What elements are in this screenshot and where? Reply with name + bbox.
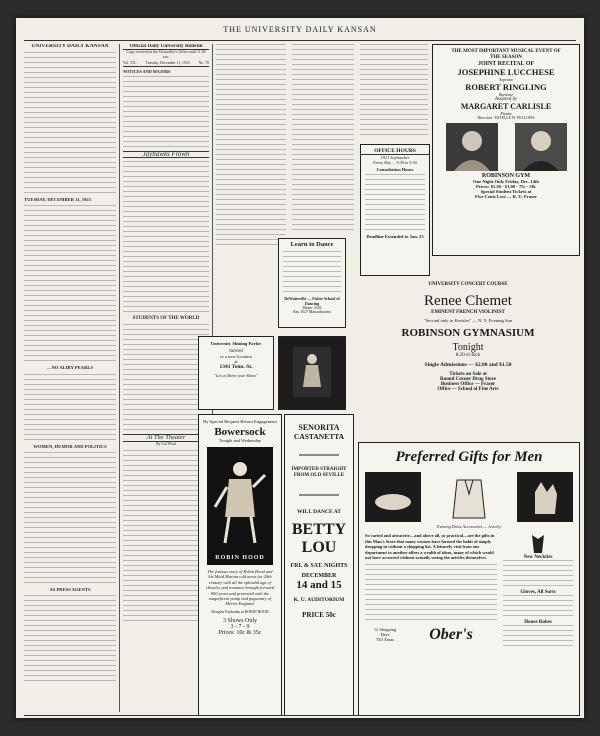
bowersock-shows: 3 Shows Only: [222, 617, 257, 624]
shopping-days: [365, 627, 405, 642]
renee-chemet-ad: [358, 280, 578, 436]
singer1-portrait-icon: [446, 123, 498, 171]
bulletin-column: [123, 44, 209, 712]
notices-text: [123, 76, 209, 147]
pianist-name: MARGARET CARLISLE: [460, 102, 552, 111]
robes-text: [503, 625, 573, 646]
singer1-name: JOSEPHINE LUCCHESE: [457, 67, 555, 77]
parlor-slogan: "Let us Shine your Shoes": [214, 373, 258, 378]
chemet-name: Renee Chemet: [424, 293, 512, 309]
chemet-admission: Single Admissions — $2.00 and $1.50: [424, 362, 512, 368]
betty-lou-ad: [284, 414, 354, 716]
gifts-for-men-ad: [358, 442, 580, 716]
parlor-name: University Shining Parlor: [210, 341, 262, 346]
bulletin-number: No. 70: [198, 60, 209, 65]
dance-text: [279, 248, 345, 292]
gifts-body-column: [365, 533, 497, 650]
bulletin-title: Official Daily University Bulletin: [123, 44, 209, 50]
bulletin-date: Tuesday, December 11, 1923: [145, 60, 190, 65]
recital-special: Special Student Tickets at: [480, 189, 532, 194]
women-headline: WOMEN, HUMOR AND POLITICS: [33, 443, 107, 449]
chemet-series: UNIVERSITY CONCERT COURSE: [428, 282, 508, 287]
chemet-time: 8:20 o'clock: [455, 353, 481, 358]
dance-phone: Phone: 2162: [302, 306, 322, 310]
gifts-title: [359, 449, 579, 466]
recital-prices: Prices: $1.50 - $1.00 - 75c - 50c: [475, 184, 537, 189]
betty-import: IMPORTED STRAIGHT FROM OLD SEVILLE: [291, 467, 347, 478]
parlor-at: at: [234, 359, 238, 364]
gifts-evening: Evening Dress Accessories — Jewelry: [437, 524, 501, 529]
robin-hood-poster: [207, 447, 273, 565]
jayhawks-text: [123, 161, 209, 312]
divider-stars-icon: [299, 492, 339, 498]
bowersock-when: Tonight and Wednesday: [218, 438, 262, 443]
dance-school-ad: [278, 238, 346, 328]
masthead: THE UNIVERSITY DAILY KANSAN: [223, 25, 377, 34]
recital-direction: Direction - ESTELLE W. FELLOWS: [477, 116, 535, 120]
news-text: [216, 44, 286, 245]
recital-venue: ROBINSON GYM: [481, 173, 531, 179]
parlor-new-location: to a new location: [220, 354, 252, 359]
aliby-text: [24, 374, 116, 440]
divider-stars-icon: [299, 452, 339, 458]
office-title: OFFICE HOURS: [361, 148, 429, 155]
office-hours-box: [360, 144, 430, 276]
office-subtitle: 1921 Jayhawker: [380, 155, 410, 160]
masthead-rule: [24, 40, 576, 41]
theater-text: [123, 450, 209, 621]
chemet-quote: "Second only to Kreisler" — N. Y. Evening Sun: [423, 318, 513, 323]
news-text-far-right: [360, 44, 428, 135]
news-column: [216, 44, 286, 254]
office-text: [361, 172, 429, 230]
recital-assisted: Assisted by: [494, 97, 518, 102]
bowersock-pre: By Special Request Return Engagement: [203, 419, 277, 424]
obers-logo: Ober's: [429, 625, 473, 643]
dance-school-name: DeWatteville — Fisher School of Dancing: [284, 296, 340, 306]
chemet-role: EMINENT FRENCH VIOLINIST: [431, 310, 505, 315]
bulletin-volume: Vol. XX.: [123, 60, 137, 65]
gifts-footer: [365, 626, 497, 644]
column-rule: [119, 44, 120, 712]
theater-headline: At The Theater: [123, 434, 209, 441]
singer1-role: Soprano: [499, 77, 513, 82]
star-divider: [285, 445, 353, 463]
betty-title2: CASTANETTA: [293, 432, 345, 441]
chemet-tickets-business: Business Office — Fraser: [440, 382, 496, 387]
betty-name1: BETTY: [291, 521, 347, 538]
betty-price: PRICE 50c: [302, 611, 336, 619]
gifts-title-1: Preferred: [395, 449, 455, 465]
office-hours: Every Day ... 9:30 to 5:30: [373, 160, 417, 165]
recital-top: THE MOST IMPORTANT MUSICAL EVENT OF THE SEASON: [451, 49, 561, 60]
gifts-side-column: [503, 533, 573, 650]
jayhawks-headline: Jayhawks Flown: [123, 151, 209, 158]
editorial-text: [24, 205, 116, 361]
staff-box: [24, 52, 116, 193]
students-text: [123, 324, 209, 430]
parlor-address: 1341 Tenn. St.: [219, 364, 253, 370]
betty-dance: WILL DANCE AT: [297, 509, 341, 515]
gifts-body: So varied and attractive—and above all, so practical—are the gifts in this Man's Store that many women have formed the habit of simply dropping in without a shopping list. A leisurely visit from one department to another offers a wealth of ideas, many of which would not have occurred without actually seeing the articles themselves.: [365, 533, 495, 561]
neckties-heading: New Neckties: [523, 555, 553, 560]
recital-when: One Night Only Friday, Dec. 14th: [473, 179, 539, 184]
betty-days: FRI. & SAT. NIGHTS: [290, 563, 348, 569]
chemet-tickets-heading: Tickets on Sale at: [449, 372, 487, 377]
chemet-when: Tonight: [452, 342, 484, 353]
betty-title1: SENORITA: [298, 423, 340, 432]
bowersock-prices: Prices: 10c & 35c: [218, 629, 262, 636]
recital-portraits: [437, 123, 575, 171]
editorial-column: [24, 44, 116, 712]
nameplate: UNIVERSITY DAILY KANSAN: [31, 44, 109, 49]
recital-fee: Five Cents Less — K. U. Fraser: [474, 194, 537, 199]
chemet-venue: ROBINSON GYMNASIUM: [401, 327, 535, 339]
news-text-right: [292, 44, 354, 230]
gifts-title-3: for Men: [492, 449, 543, 465]
gloves-heading: Gloves, All Sorts: [520, 590, 556, 595]
press-headline: AS PRESS AGENTS: [49, 586, 91, 592]
chemet-tickets-finearts: Office — School of Fine Arts: [437, 387, 499, 392]
dancer-photo: [278, 336, 346, 410]
robin-hood-label: ROBIN HOOD: [215, 555, 265, 561]
bowersock-title: Bowersock: [214, 426, 266, 438]
pianist-role: Pianist: [500, 111, 512, 116]
dancer-figure-icon: [279, 337, 345, 409]
bottom-rule: [24, 715, 576, 716]
star-divider-2: [285, 485, 353, 503]
robes-heading: House Robes: [524, 620, 552, 625]
editorial-headline: —NO ALIBY PEARLS: [46, 365, 94, 371]
neckties-icon: [518, 533, 558, 555]
bowersock-footer: Douglas Fairbanks in ROBIN HOOD: [211, 609, 269, 614]
parlor-moved: moved: [229, 349, 243, 354]
dance-address: Rm. 1027 Massachusetts: [293, 310, 331, 314]
bowersock-caption: The famous story of Robin Hood and his Maid Marian told anew for 20th century with all the splendid age of chivalry and romance brought forward 800 years and presented with the magnificent pomp and pageantry of Merrie England.: [205, 569, 275, 607]
theater-byline: By Cal Word: [156, 441, 176, 446]
consultation-heading: Consultation Hours: [376, 167, 414, 172]
gloves-text: [503, 595, 573, 616]
gifts-body-area: [365, 533, 573, 650]
newspaper-page: [16, 18, 584, 718]
gifts-title-2: Gifts: [458, 449, 489, 465]
betty-venue: K. U. AUDITORIUM: [293, 597, 345, 603]
news-column-far-right: [360, 44, 428, 140]
office-deadline: Deadline Extended to Jan. 23: [366, 234, 424, 239]
dance-headline: Learn to Dance: [290, 241, 334, 248]
betty-month: DECEMBER: [301, 573, 337, 579]
singer2-portrait-icon: [515, 123, 567, 171]
dress-shirt-icon: [441, 472, 497, 522]
students-headline: STUDENTS OF THE WORLD: [132, 316, 200, 322]
neckties-text: [503, 560, 573, 586]
press-text: [24, 595, 116, 681]
bulletin-subtitle: Copy received at the Chancellor's Office until 11:00 a.m.: [126, 50, 206, 60]
news-column-right: [292, 44, 354, 234]
betty-dates: 14 and 15: [296, 579, 342, 591]
gloves-icon: [517, 472, 573, 522]
bulletin-dateline: [123, 61, 209, 67]
slippers-icon: [365, 472, 421, 522]
singer2-name: ROBERT RINGLING: [465, 82, 547, 92]
shopping-days-1: 12 Shopping: [373, 627, 397, 633]
betty-name2: LOU: [301, 539, 337, 556]
gift-illustrations: [365, 472, 573, 522]
recital-joint: JOINT RECITAL OF: [477, 61, 535, 67]
gifts-body-text: [365, 564, 497, 620]
bowersock-ad: [198, 414, 282, 716]
shining-parlor-ad: [198, 336, 274, 410]
shopping-days-3: 'Till Xmas: [375, 637, 395, 643]
robin-hood-figure-icon: [207, 447, 273, 547]
singer2-role: Baritone: [499, 92, 513, 97]
shopping-days-2: Days: [380, 632, 390, 638]
women-text: [24, 452, 116, 583]
notices-headline: NOTICES AND MAJORS: [123, 68, 171, 74]
joint-recital-ad: [432, 44, 580, 256]
issue-date: TUESDAY, DECEMBER 11, 1923: [24, 197, 91, 203]
bowersock-times: 3 - 7 - 9: [230, 623, 250, 630]
chemet-tickets-drugstore: Round Corner Drug Store: [439, 377, 497, 382]
